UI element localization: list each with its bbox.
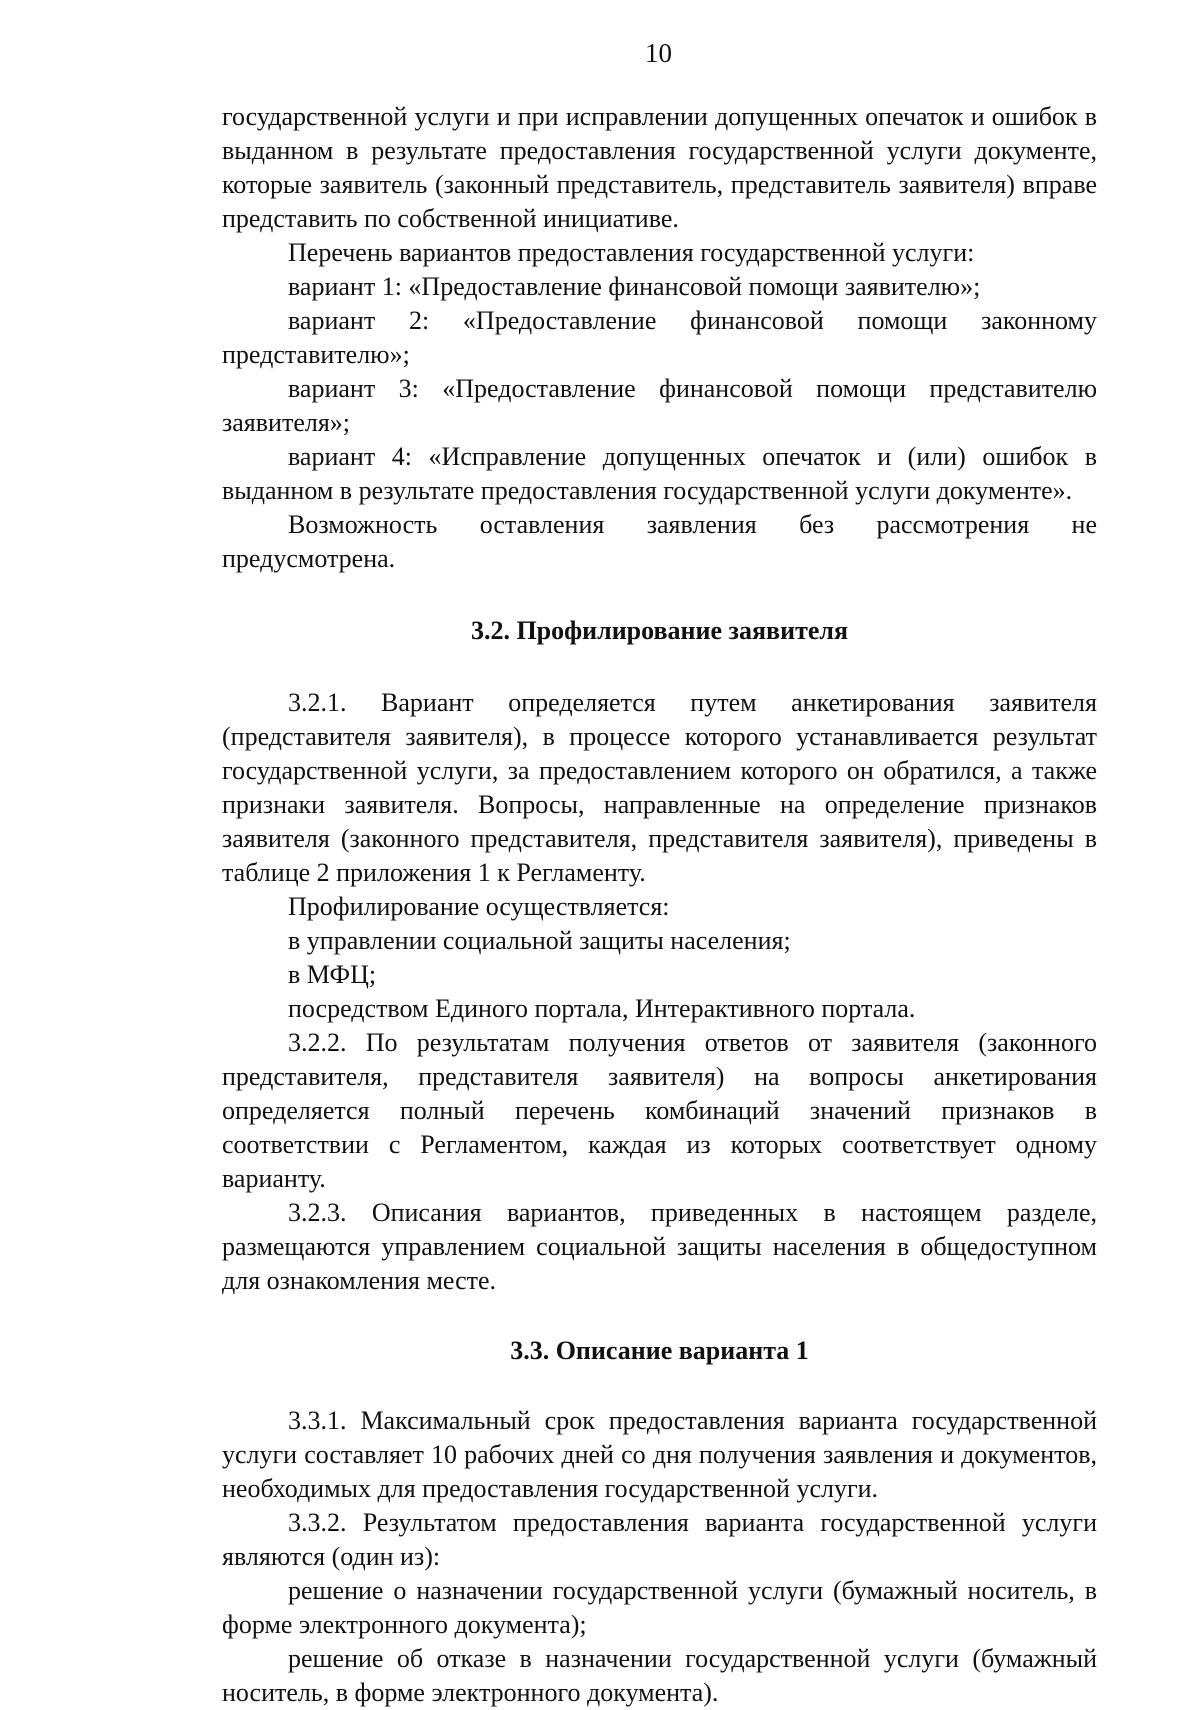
paragraph: 3.2.3. Описания вариантов, приведенных в настоящем разделе, размещаются управлением социальной защиты населения в общедоступном для ознакомления месте. [222, 1198, 1097, 1295]
paragraph: Профилирование осуществляется: [288, 892, 670, 921]
list-item: в управлении социальной защиты населения; [288, 926, 791, 955]
document-body [222, 100, 1097, 1710]
paragraph: Возможность оставления заявления без рассмотрения не предусмотрена. [222, 510, 1097, 573]
list-item: вариант 2: «Предоставление финансовой помощи законному представителю»; [222, 306, 1097, 369]
list-item: посредством Единого портала, Интерактивного портала. [288, 994, 916, 1023]
paragraph: Перечень вариантов предоставления государственной услуги: [288, 238, 975, 267]
list-item: вариант 1: «Предоставление финансовой помощи заявителю»; [288, 272, 981, 301]
page-number: 10 [645, 38, 672, 68]
list-item: решение о назначении государственной услуги (бумажный носитель, в форме электронного документа); [222, 1576, 1097, 1639]
paragraph: 3.3.2. Результатом предоставления варианта государственной услуги являются (один из): [222, 1508, 1097, 1571]
list-item: решение об отказе в назначении государственной услуги (бумажный носитель, в форме электронного документа). [222, 1644, 1097, 1707]
list-item: вариант 3: «Предоставление финансовой помощи представителю заявителя»; [222, 374, 1097, 437]
paragraph: 3.2.2. По результатам получения ответов от заявителя (законного представителя, представителя заявителя) на вопросы анкетирования определяется полный перечень комбинаций значений признаков в соответствии с Регламентом, каждая из которых соответствует одному варианту. [222, 1028, 1097, 1193]
section-heading: 3.2. Профилирование заявителя [470, 616, 849, 645]
section-heading: 3.3. Описание варианта 1 [510, 1336, 809, 1365]
list-item: в МФЦ; [288, 960, 377, 989]
paragraph: государственной услуги и при исправлении допущенных опечаток и ошибок в выданном в результате предоставления государственной услуги документе, которые заявитель (законный представитель, представитель заявителя) вправе представить по собственной инициативе. [222, 102, 1097, 233]
paragraph: 3.2.1. Вариант определяется путем анкетирования заявителя (представителя заявителя), в процессе которого устанавливается результат государственной услуги, за предоставлением которого он обратился, а также признаки заявителя. Вопросы, направленные на определение признаков заявителя (законного представителя, представителя заявителя), приведены в таблице 2 приложения 1 к Регламенту. [222, 688, 1097, 887]
list-item: вариант 4: «Исправление допущенных опечаток и (или) ошибок в выданном в результате предоставления государственной услуги документе». [222, 442, 1097, 505]
paragraph: 3.3.1. Максимальный срок предоставления варианта государственной услуги составляет 10 рабочих дней со дня получения заявления и документов, необходимых для предоставления государственной услуги. [222, 1406, 1097, 1503]
